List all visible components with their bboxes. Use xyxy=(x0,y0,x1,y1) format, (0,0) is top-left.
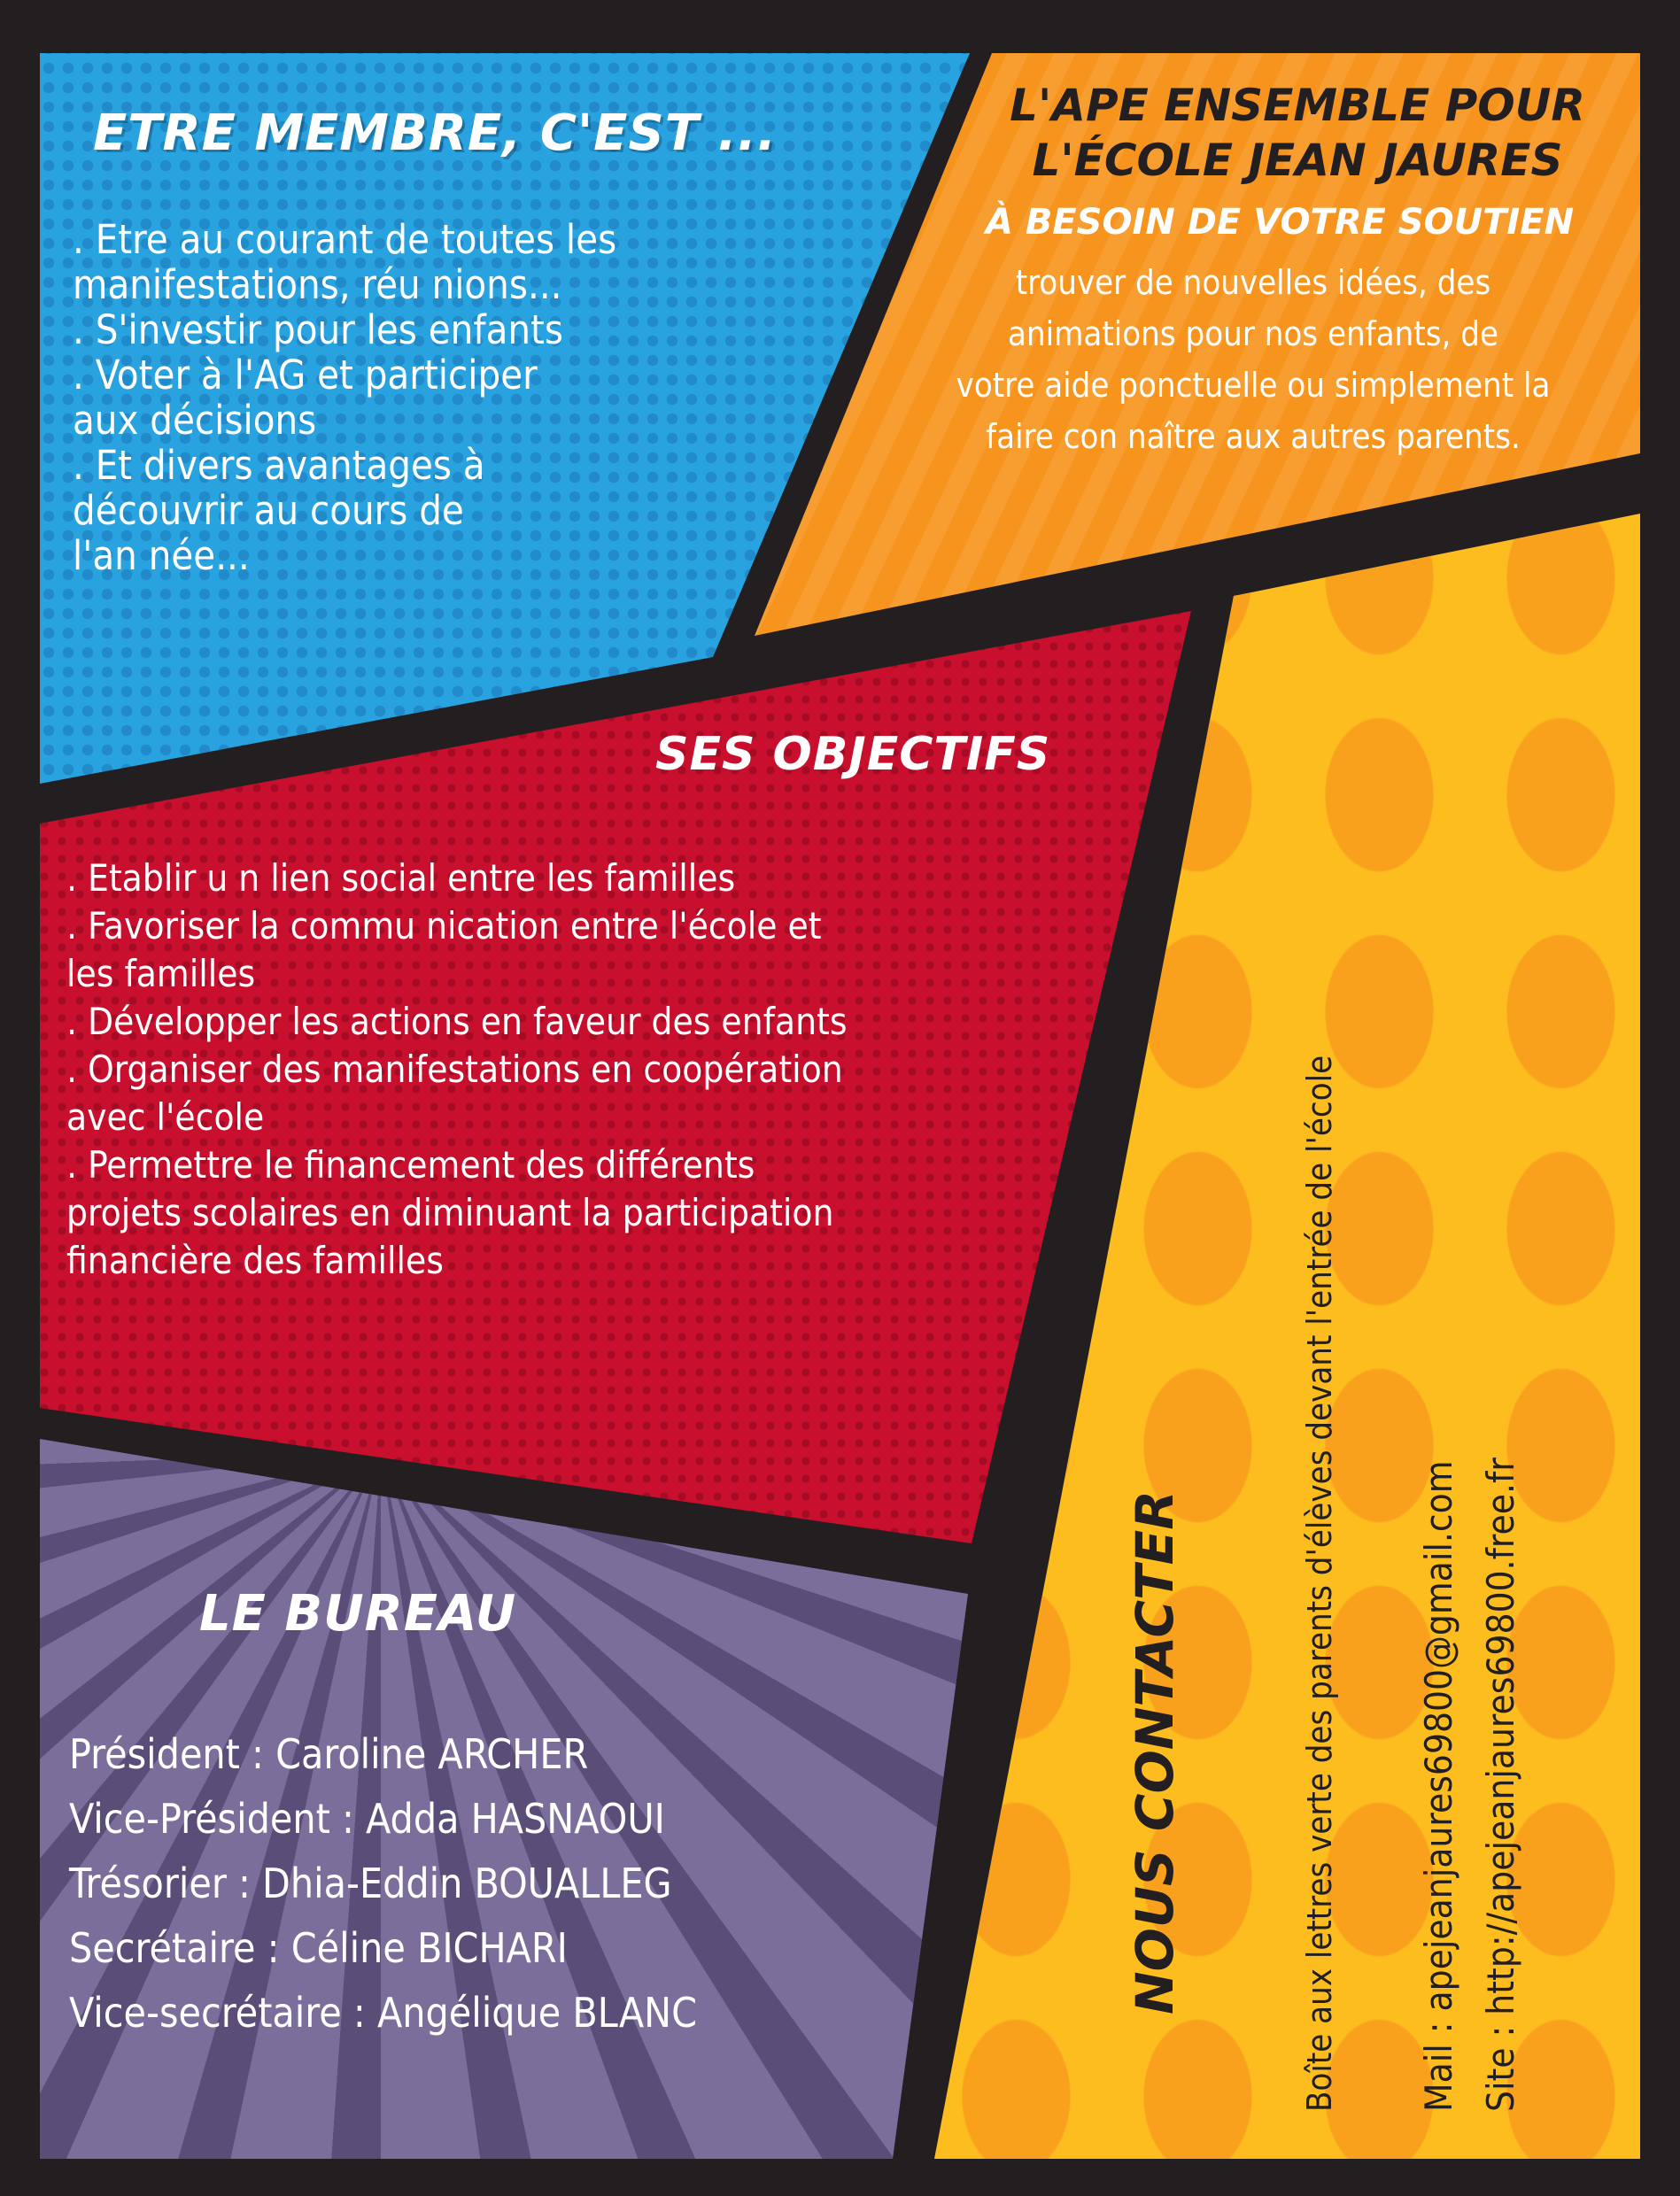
membre-line: . Voter à l'AG et participer xyxy=(73,352,538,398)
objectif-line: . Permettre le financement des différents xyxy=(66,1143,755,1187)
membre-line: manifestations, réu nions... xyxy=(73,261,562,308)
bureau-title: LE BUREAU xyxy=(199,1585,517,1643)
objectifs-title: SES OBJECTIFS xyxy=(655,728,1051,781)
contact-site[interactable]: Site : http://apejeanjaures69800.free.fr xyxy=(1479,1458,1522,2112)
objectif-line: financière des familles xyxy=(66,1239,444,1282)
ape-body xyxy=(886,257,1621,462)
objectif-line: . Etablir u n lien social entre les familles xyxy=(66,856,736,900)
ape-body-line: trouver de nouvelles idées, des xyxy=(1015,263,1491,302)
ape-body-line: votre aide ponctuelle ou simplement la xyxy=(956,366,1551,405)
membre-line: . Et divers avantages à xyxy=(73,442,485,489)
ape-title xyxy=(979,78,1616,188)
bureau-member: Vice-Président : Adda HASNAOUI xyxy=(69,1795,665,1843)
ape-body-line: animations pour nos enfants, de xyxy=(1008,314,1498,353)
bureau-member: Secrétaire : Céline BICHARI xyxy=(69,1924,568,1972)
membre-list xyxy=(73,217,746,578)
bureau-member: Vice-secrétaire : Angélique BLANC xyxy=(69,1989,698,2037)
ape-title-line: L'APE ENSEMBLE POUR xyxy=(1010,80,1585,131)
membre-line: l'an née... xyxy=(73,532,250,579)
contact-mail[interactable]: Mail : apejeanjaures69800@gmail.com xyxy=(1417,1460,1460,2112)
ape-title-line: L'ÉCOLE JEAN JAURES xyxy=(1032,135,1563,186)
objectif-line: projets scolaires en diminuant la participation xyxy=(66,1191,834,1234)
membre-line: . S'investir pour les enfants xyxy=(73,306,563,353)
bureau-member: Trésorier : Dhia-Eddin BOUALLEG xyxy=(69,1860,672,1907)
objectif-line: . Organiser des manifestations en coopération xyxy=(66,1048,843,1091)
bureau-member: Président : Caroline ARCHER xyxy=(69,1730,589,1778)
objectifs-list xyxy=(66,854,1005,1285)
ape-subtitle: À BESOIN DE VOTRE SOUTIEN xyxy=(985,202,1575,243)
objectif-line: . Favoriser la commu nication entre l'école et xyxy=(66,904,822,947)
objectif-line: avec l'école xyxy=(66,1095,265,1139)
membre-title: ETRE MEMBRE, C'EST ... xyxy=(93,104,778,162)
membre-line: . Etre au courant de toutes les xyxy=(73,216,617,263)
membre-line: aux décisions xyxy=(73,397,317,444)
membre-line: découvrir au cours de xyxy=(73,487,464,534)
ape-body-line: faire con naître aux autres parents. xyxy=(986,417,1521,456)
objectif-line: les familles xyxy=(66,952,256,995)
contact-title: NOUS CONTACTER xyxy=(1125,1490,1185,2014)
bureau-list xyxy=(69,1722,697,2045)
contact-mailbox: Boîte aux lettres verte des parents d'élèves devant l'entrée de l'école xyxy=(1300,1055,1339,2112)
objectif-line: . Développer les actions en faveur des enfants xyxy=(66,1000,848,1043)
